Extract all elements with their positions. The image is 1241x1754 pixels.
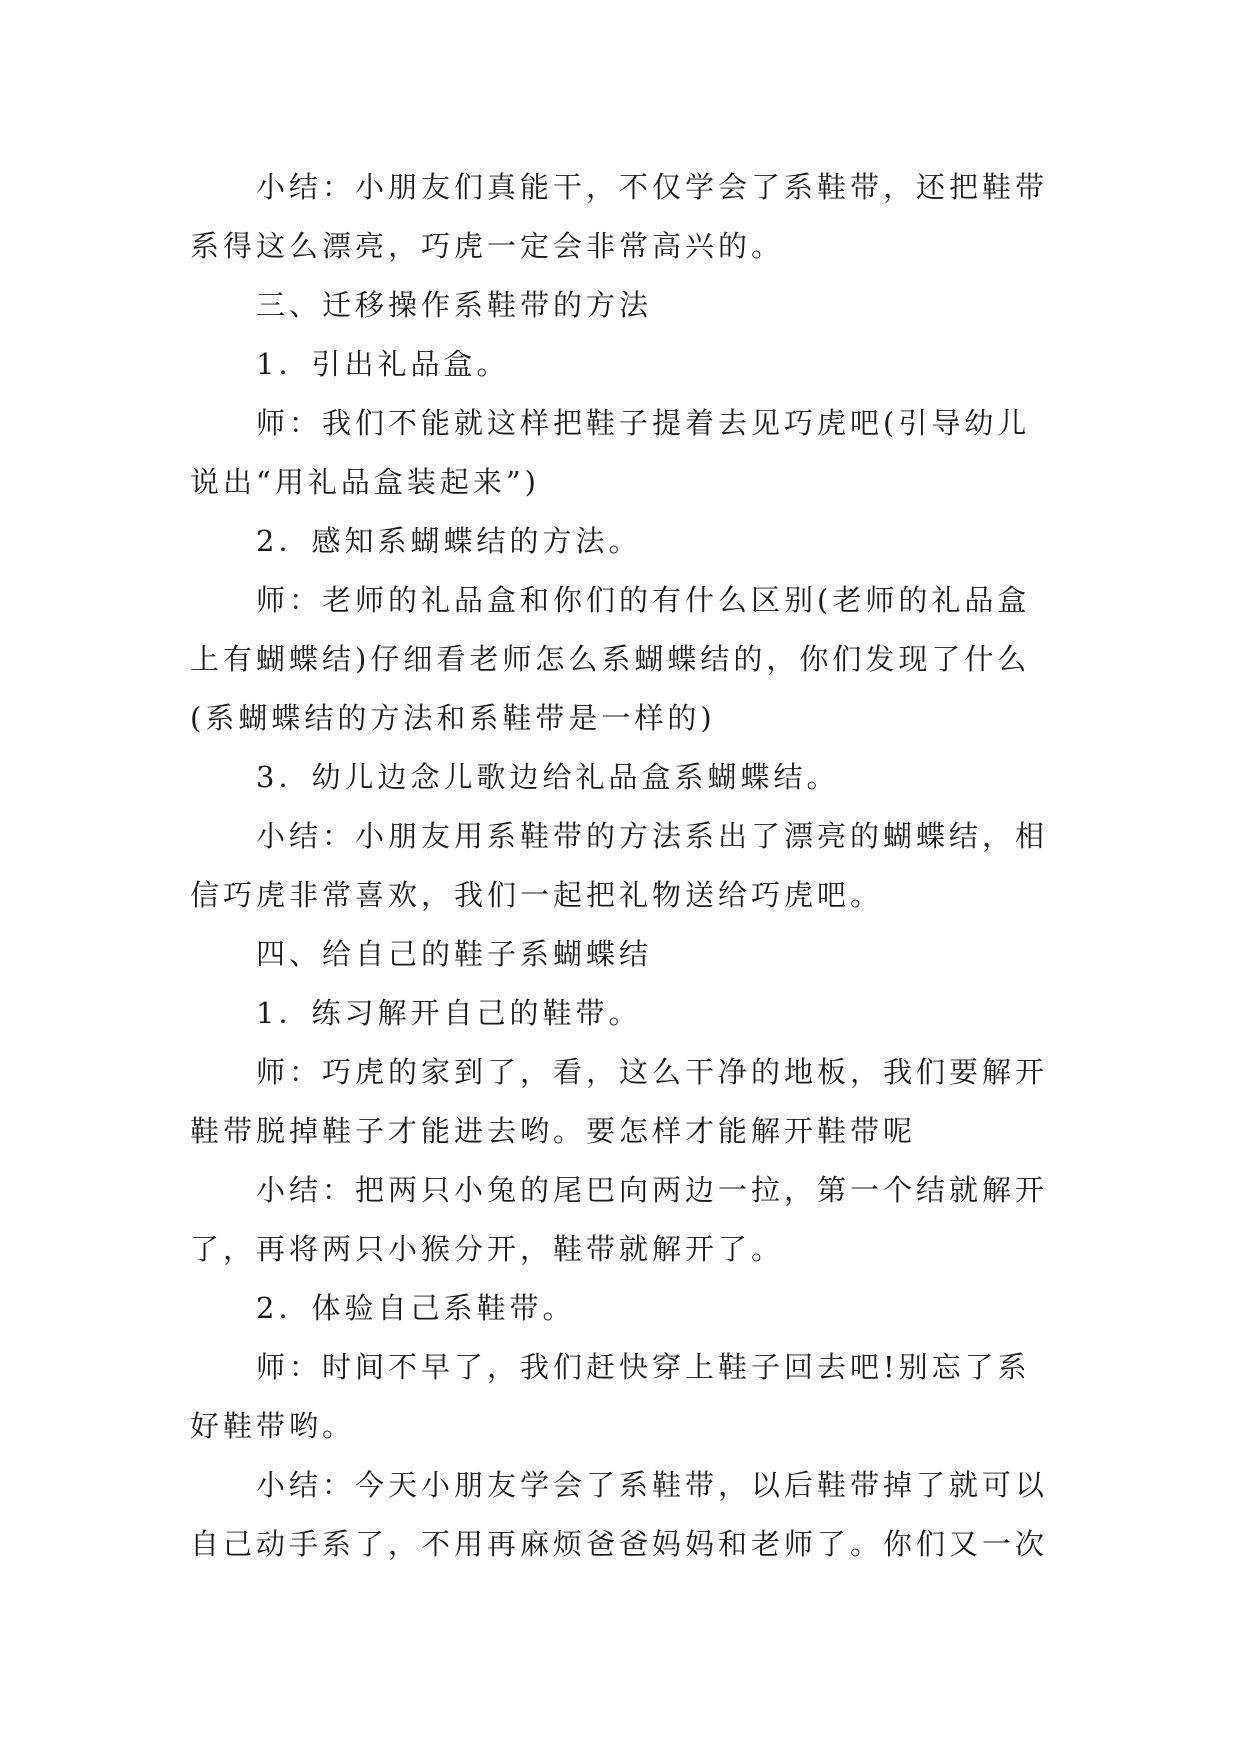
text-line: 信巧虎非常喜欢，我们一起把礼物送给巧虎吧。 (190, 878, 884, 912)
text-line: 小结：把两只小兔的尾巴向两边一拉，第一个结就解开 (256, 1173, 1049, 1207)
text-line: 说出“用礼品盒装起来”) (190, 465, 540, 499)
paragraph-teacher-2 (190, 571, 1050, 748)
document-body (190, 158, 1050, 1574)
paragraph-teacher-1 (190, 394, 1050, 512)
text-line: 小结：小朋友用系鞋带的方法系出了漂亮的蝴蝶结，相 (256, 819, 1049, 853)
step-heading (190, 984, 1050, 1043)
section-heading-3 (190, 276, 1050, 335)
text-line: 2．感知系蝴蝶结的方法。 (256, 524, 642, 558)
text-line: 小结：小朋友们真能干，不仅学会了系鞋带，还把鞋带 (256, 170, 1049, 204)
text-line: 师：时间不早了，我们赶快穿上鞋子回去吧!别忘了系 (256, 1350, 1031, 1384)
text-line: 师：我们不能就这样把鞋子提着去见巧虎吧(引导幼儿 (256, 406, 1031, 440)
step-heading (190, 748, 1050, 807)
text-line: 了，再将两只小猴分开，鞋带就解开了。 (190, 1232, 785, 1266)
text-line: 1．引出礼品盒。 (256, 347, 510, 381)
text-line: 3．幼儿边念儿歌边给礼品盒系蝴蝶结。 (256, 760, 840, 794)
text-line: 自己动手系了，不用再麻烦爸爸妈妈和老师了。你们又一次 (190, 1527, 1049, 1561)
text-line: 系得这么漂亮，巧虎一定会非常高兴的。 (190, 229, 785, 263)
text-line: 师：老师的礼品盒和你们的有什么区别(老师的礼品盒 (256, 583, 1031, 617)
text-line: 三、迁移操作系鞋带的方法 (256, 288, 653, 322)
text-line: 1．练习解开自己的鞋带。 (256, 996, 642, 1030)
text-line: 小结：今天小朋友学会了系鞋带，以后鞋带掉了就可以 (256, 1468, 1049, 1502)
text-line: (系蝴蝶结的方法和系鞋带是一样的) (190, 701, 716, 735)
paragraph-teacher-4 (190, 1338, 1050, 1456)
section-heading-4 (190, 925, 1050, 984)
text-line: 师：巧虎的家到了，看，这么干净的地板，我们要解开 (256, 1055, 1049, 1089)
paragraph-teacher-3 (190, 1043, 1050, 1161)
step-heading (190, 335, 1050, 394)
paragraph-summary-2 (190, 807, 1050, 925)
text-line: 上有蝴蝶结)仔细看老师怎么系蝴蝶结的，你们发现了什么 (190, 642, 1031, 676)
text-line: 好鞋带哟。 (190, 1409, 356, 1443)
paragraph-summary-4 (190, 1456, 1050, 1574)
text-line: 2．体验自己系鞋带。 (256, 1291, 576, 1325)
step-heading (190, 1279, 1050, 1338)
text-line: 四、给自己的鞋子系蝴蝶结 (256, 937, 653, 971)
text-line: 鞋带脱掉鞋子才能进去哟。要怎样才能解开鞋带呢 (190, 1114, 917, 1148)
paragraph-summary-3 (190, 1161, 1050, 1279)
paragraph-summary-1 (190, 158, 1050, 276)
step-heading (190, 512, 1050, 571)
